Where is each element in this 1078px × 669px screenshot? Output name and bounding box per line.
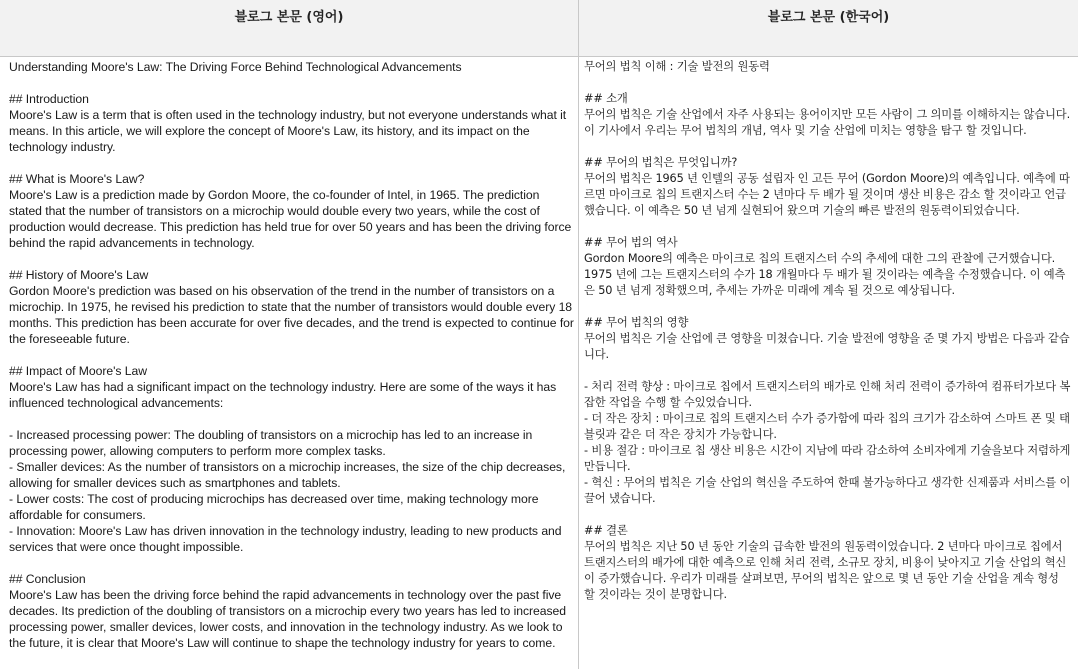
cell-korean-body[interactable]: 무어의 법칙 이해 : 기술 발전의 원동력 ## 소개 무어의 법칙은 기술 산업에서 자주 사용되는 용어이지만 모든 사람이 그 의미를 이해하지는 않습니다. 이 기사에서 우리는 무어 법칙의 개념, 역사 및 기술 산업에 미치는 영향을 탐구 할 것입니다. ## 무어의 법칙은 무엇입니까? 무어의 법칙은 1965 년 인텔의 공동 설립자 인 고든 무어 (Gordon Moore)의 예측입니다. 예측에 따르면 마이크로 칩의 트랜지스터 수는 2 년마다 두 배가 될 것이며 생산 비용은 감소 할 것이라고 언급했습니다. 이 예측은 50 년 넘게 실현되어 왔으며 기술의 빠른 발전의 원동력이되었습니다. ## 무어 법의 역사 Gordon Moore의 예측은 마이크로 칩의 트랜지스터 수의 추세에 대한 그의 관찰에 근거했습니다. 1975 년에 그는 트랜지스터의 수가 18 개월마다 두 배가 될 것이라는 예측을 수정했습니다. 이 예측은 50 년 넘게 정확했으며, 추세는 가까운 미래에 계속 될 것으로 예상됩니다. ## 무어 법칙의 영향 무어의 법칙은 기술 산업에 큰 영향을 미쳤습니다. 기술 발전에 영향을 준 몇 가지 방법은 다음과 같습니다. - 처리 전력 향상 : 마이크로 칩에서 트랜지스터의 배가로 인해 처리 전력이 증가하여 컴퓨터가보다 복잡한 작업을 수행 할 수있었습니다. - 더 작은 장치 : 마이크로 칩의 트랜지스터 수가 증가함에 따라 칩의 크기가 감소하여 스마트 폰 및 태블릿과 같은 더 작은 장치가 가능합니다. - 비용 절감 : 마이크로 칩 생산 비용은 시간이 지남에 따라 감소하여 소비자에게 기술을보다 저렴하게 만듭니다. - 혁신 : 무어의 법칙은 기술 산업의 혁신을 주도하여 한때 불가능하다고 생각한 신제품과 서비스를 이끌어 냈습니다. ## 결론 무어의 법칙은 지난 50 년 동안 기술의 급속한 발전의 원동력이었습니다. 2 년마다 마이크로 칩에서 트랜지스터의 배가에 대한 예측으로 인해 처리 전력, 소규모 장치, 비용이 낮아지고 기술 산업의 혁신이 증가했습니다. 우리가 미래를 살펴보면, 무어의 법칙은 앞으로 몇 년 동안 기술 산업을 계속 형성 할 것이라는 것이 분명합니다. — [584, 60, 1071, 601]
content-row — [0, 56, 1078, 669]
cell-english-body[interactable]: Understanding Moore's Law: The Driving Force Behind Technological Advancements ## Introduction Moore's Law is a term that is often used in the technology industry, but not everyone understands what it means. In this article, we will explore the concept of Moore's Law, its history, and its impact on the technology industry. ## What is Moore's Law? Moore's Law is a prediction made by Gordon Moore, the co-founder of Intel, in 1965. The prediction stated that the number of transistors on a microchip would double every two years, while the cost of production would decrease. This prediction has held true for over 50 years and has been the driving force behind the rapid advancements in technology. ## History of Moore's Law Gordon Moore's prediction was based on his observation of the trend in the number of transistors on a microchip. In 1975, he revised his prediction to state that the number of transistors would double every 18 months. This prediction has been accurate for over five decades, and the trend is expected to continue for the foreseeable future. ## Impact of Moore's Law Moore's Law has had a significant impact on the technology industry. Here are some of the ways it has influenced technological advancements: - Increased processing power: The doubling of transistors on a microchip has led to an increase in processing power, allowing computers to perform more complex tasks. - Smaller devices: As the number of transistors on a microchip increases, the size of the chip decreases, allowing for smaller devices such as smartphones and tablets. - Lower costs: The cost of producing microchips has decreased over time, making technology more affordable for consumers. - Innovation: Moore's Law has driven innovation in the technology industry, leading to new products and services that were once thought impossible. ## Conclusion Moore's Law has been the driving force behind the rapid advancements in technology over the past five decades. Its prediction of the doubling of transistors on a microchip every two years has led to increased processing power, smaller devices, lower costs, and innovation in the technology industry. As we look to the future, it is clear that Moore's Law will continue to shape the technology industry for years to come. — [0, 56, 579, 669]
header-row — [0, 0, 1078, 57]
header-cell-korean[interactable]: 블로그 본문 (한국어) — [767, 10, 890, 25]
header-cell-english[interactable]: 블로그 본문 (영어) — [0, 0, 579, 56]
